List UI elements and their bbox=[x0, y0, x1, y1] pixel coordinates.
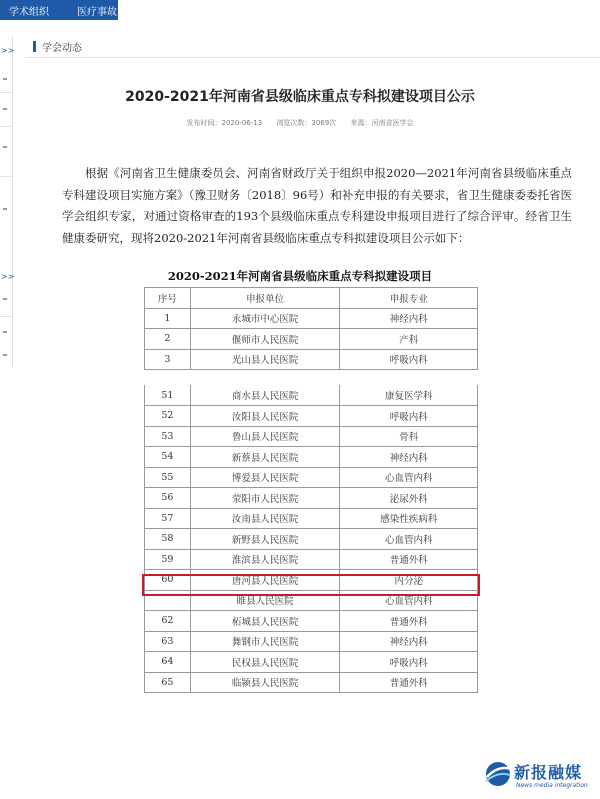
cell-specialty: 产科 bbox=[340, 329, 478, 350]
highlight-box-row-60 bbox=[142, 574, 480, 596]
logo-subtitle: News media integration bbox=[516, 782, 588, 789]
project-table-top bbox=[144, 287, 478, 370]
list-dot bbox=[3, 208, 7, 210]
publish-time: 发布时间：2020-06-13 bbox=[186, 119, 263, 127]
cell-index: 60 bbox=[145, 570, 191, 591]
cell-hospital: 荥阳市人民医院 bbox=[190, 488, 340, 509]
cell-index: 52 bbox=[145, 406, 191, 427]
cell-index: 58 bbox=[145, 529, 191, 550]
section-header bbox=[26, 36, 600, 58]
cell-hospital: 汝南县人民医院 bbox=[190, 508, 340, 529]
cell-index: 56 bbox=[145, 488, 191, 509]
table-row bbox=[145, 308, 478, 329]
cell-index: 62 bbox=[145, 611, 191, 632]
cell-hospital: 光山县人民医院 bbox=[190, 349, 340, 370]
divider bbox=[0, 176, 13, 177]
nav-item-academic[interactable]: 学术组织 bbox=[9, 6, 49, 18]
cell-hospital: 偃师市人民医院 bbox=[190, 329, 340, 350]
cell-hospital: 永城市中心医院 bbox=[190, 308, 340, 329]
cell-hospital: 汝阳县人民医院 bbox=[190, 406, 340, 427]
cell-specialty: 普通外科 bbox=[340, 549, 478, 570]
chevron-right-icon[interactable]: >> bbox=[1, 46, 15, 55]
cell-specialty: 神经内科 bbox=[340, 631, 478, 652]
cell-hospital: 新野县人民医院 bbox=[190, 529, 340, 550]
list-dot bbox=[3, 354, 7, 356]
table-row bbox=[145, 672, 478, 693]
cell-specialty: 心血管内科 bbox=[340, 467, 478, 488]
cell-index: 3 bbox=[145, 349, 191, 370]
article-body: 根据《河南省卫生健康委员会、河南省财政厅关于组织申报2020—2021年河南省县级临床重点专科建设项目实施方案》（豫卫财务〔2018〕96号）和补充申报的有关要求，省卫生健康委委托省医学会组织专家，对通过资格审查的193个县级临床重点专科建设申报项目进行了综合评审。经省卫生健康委研究，现将2020-2021年河南省县级临床重点专科拟建设项目公示如下： bbox=[62, 166, 572, 245]
cell-specialty: 心血管内科 bbox=[340, 590, 478, 611]
column-header: 序号 bbox=[145, 288, 191, 309]
cell-specialty: 神经内科 bbox=[340, 447, 478, 468]
table-header-row bbox=[145, 288, 478, 309]
cell-specialty: 感染性疾病科 bbox=[340, 508, 478, 529]
cell-hospital: 唐河县人民医院 bbox=[190, 570, 340, 591]
cell-specialty: 普通外科 bbox=[340, 611, 478, 632]
cell-index: 2 bbox=[145, 329, 191, 350]
cell-specialty: 神经内科 bbox=[340, 308, 478, 329]
cell-index: 54 bbox=[145, 447, 191, 468]
column-header: 申报单位 bbox=[190, 288, 340, 309]
list-dot bbox=[3, 108, 7, 110]
table-row bbox=[145, 652, 478, 673]
table-row bbox=[145, 467, 478, 488]
cell-index: 51 bbox=[145, 385, 191, 406]
cell-hospital: 临颍县人民医院 bbox=[190, 672, 340, 693]
list-dot bbox=[3, 146, 7, 148]
cell-index: 53 bbox=[145, 426, 191, 447]
cell-index: 55 bbox=[145, 467, 191, 488]
cell-hospital: 鲁山县人民医院 bbox=[190, 426, 340, 447]
cell-index: 57 bbox=[145, 508, 191, 529]
cell-specialty: 普通外科 bbox=[340, 672, 478, 693]
table-row bbox=[145, 549, 478, 570]
nav-item-medical[interactable]: 医疗事故 bbox=[77, 6, 117, 18]
chevron-right-icon[interactable]: >> bbox=[1, 272, 15, 281]
cell-hospital: 睢县人民医院 bbox=[190, 590, 340, 611]
cell-specialty: 心血管内科 bbox=[340, 529, 478, 550]
view-count: 浏览次数：3069次 bbox=[276, 119, 337, 127]
column-header: 申报专业 bbox=[340, 288, 478, 309]
cell-index: 65 bbox=[145, 672, 191, 693]
section-accent-bar bbox=[33, 41, 36, 52]
table-row bbox=[145, 447, 478, 468]
globe-logo-icon bbox=[484, 759, 512, 789]
article-meta bbox=[0, 118, 600, 128]
logo-name: 新报融媒 bbox=[514, 763, 583, 782]
table-row bbox=[145, 406, 478, 427]
table-row bbox=[145, 488, 478, 509]
table-row bbox=[145, 529, 478, 550]
cell-specialty: 内分泌 bbox=[340, 570, 478, 591]
table-row bbox=[145, 508, 478, 529]
cell-specialty: 呼吸内科 bbox=[340, 406, 478, 427]
cell-specialty: 骨科 bbox=[340, 426, 478, 447]
table-title: 2020-2021年河南省县级临床重点专科拟建设项目 bbox=[167, 269, 433, 283]
cell-hospital: 商水县人民医院 bbox=[190, 385, 340, 406]
article-source: 来源：河南省医学会 bbox=[350, 119, 414, 127]
table-row bbox=[145, 631, 478, 652]
cell-index: 63 bbox=[145, 631, 191, 652]
cell-specialty: 康复医学科 bbox=[340, 385, 478, 406]
table-row bbox=[145, 329, 478, 350]
table-row bbox=[145, 426, 478, 447]
divider bbox=[0, 316, 13, 317]
cell-index: 59 bbox=[145, 549, 191, 570]
cell-specialty: 呼吸内科 bbox=[340, 652, 478, 673]
cell-specialty: 呼吸内科 bbox=[340, 349, 478, 370]
cell-hospital: 博爱县人民医院 bbox=[190, 467, 340, 488]
cell-hospital: 柘城县人民医院 bbox=[190, 611, 340, 632]
cell-specialty: 泌尿外科 bbox=[340, 488, 478, 509]
cell-hospital: 舞钢市人民医院 bbox=[190, 631, 340, 652]
media-logo bbox=[484, 757, 596, 795]
cell-index: 1 bbox=[145, 308, 191, 329]
cell-hospital: 淮滨县人民医院 bbox=[190, 549, 340, 570]
project-table-bottom bbox=[144, 385, 478, 693]
cell-hospital: 新蔡县人民医院 bbox=[190, 447, 340, 468]
section-title: 学会动态 bbox=[42, 43, 82, 54]
list-dot bbox=[3, 331, 7, 333]
table-row bbox=[145, 385, 478, 406]
table-row bbox=[145, 611, 478, 632]
article-title: 2020-2021年河南省县级临床重点专科拟建设项目公示 bbox=[125, 89, 475, 105]
top-nav bbox=[0, 0, 118, 20]
list-dot bbox=[3, 78, 7, 80]
cell-hospital: 民权县人民医院 bbox=[190, 652, 340, 673]
cell-index: 64 bbox=[145, 652, 191, 673]
list-dot bbox=[3, 298, 7, 300]
table-row bbox=[145, 349, 478, 370]
